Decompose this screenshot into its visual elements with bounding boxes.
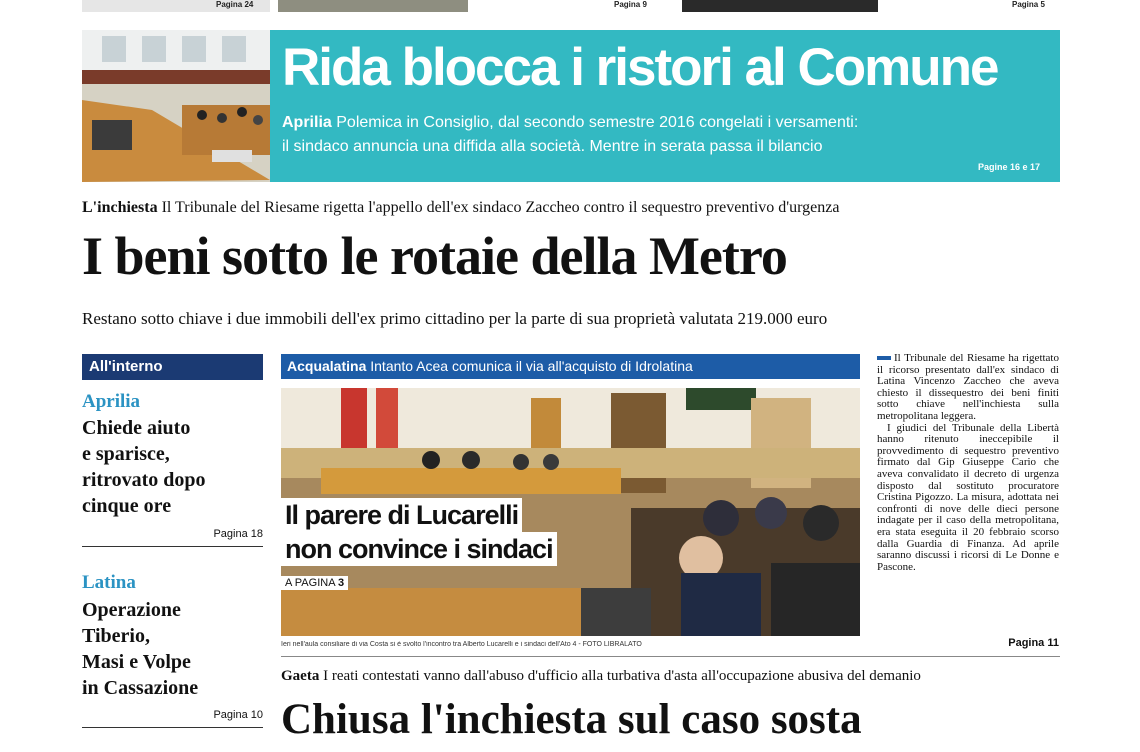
photo-headline-line: Il parere di Lucarelli xyxy=(281,498,522,532)
banner-subtitle xyxy=(282,111,1052,159)
divider xyxy=(82,727,263,728)
brief-line: Masi e Volpe xyxy=(82,651,191,673)
body-page: Pagina 11 xyxy=(1008,637,1059,649)
acqualatina-kicker: Acqualatina xyxy=(287,358,367,374)
bottom-kicker xyxy=(281,668,921,685)
body-paragraph: I giudici del Tribunale della Libertà hanno ritenuto ineccepibile il provvedimento di sequestro preventivo firmato dal Gip Giuseppe Cario che aveva convalidato il decreto di urgenza disposto dal sostituto procuratore Cristina Pigozzo. La misura, adottata nei confronti di nove delle dieci persone indagate per il caso della metropolitana, era stata eseguita il 20 febbraio scorso dalla Guardia di Finanza. Ad aprile saranno discussi i ricorsi di Le Donne e Pascone. xyxy=(877,421,1059,573)
brief-line: Operazione xyxy=(82,599,181,621)
divider xyxy=(281,656,1060,657)
main-kicker-text: Il Tribunale del Riesame rigetta l'appello dell'ex sindaco Zaccheo contro il sequestro preventivo d'urgenza xyxy=(157,199,840,216)
main-kicker xyxy=(82,199,839,217)
brief-location: Aprilia xyxy=(82,391,141,412)
brief-headline xyxy=(82,597,262,701)
brief-page: Pagina 10 xyxy=(213,709,263,721)
teaser-page: Pagina 9 xyxy=(614,0,647,9)
brief-location: Latina xyxy=(82,572,136,593)
brief-line: cinque ore xyxy=(82,495,172,517)
see-page-text: A PAGINA xyxy=(285,577,338,589)
previous-teasers-strip xyxy=(0,0,1140,16)
body-paragraph xyxy=(877,353,1059,423)
main-headline: I beni sotto le rotaie della Metro xyxy=(82,226,787,286)
body-paragraph-text: Il Tribunale del Riesame ha rigettato il ricorso presentato dall'ex sindaco di Latina Vincenzo Zaccheo che aveva chiesto il dissequestro dei beni finiti sotto chiave nell'inchiesta sulla metropolitana leggera. xyxy=(877,352,1059,422)
brief-line: e sparisce, xyxy=(82,443,170,465)
teaser-photo xyxy=(278,0,468,12)
brief-line: Tiberio, xyxy=(82,625,150,647)
bottom-headline: Chiusa l'inchiesta sul caso sosta xyxy=(281,696,862,743)
photo-headline xyxy=(281,498,557,566)
brief-line: ritrovato dopo xyxy=(82,469,206,491)
banner-title: Rida blocca i ristori al Comune xyxy=(282,38,998,97)
council-photo xyxy=(82,30,270,182)
banner-pages: Pagine 16 e 17 xyxy=(977,162,1040,172)
see-page-label xyxy=(281,576,348,590)
acqualatina-bar xyxy=(281,354,860,379)
photo-headline-line: non convince i sindaci xyxy=(281,532,557,566)
brief-line: Chiede aiuto xyxy=(82,417,191,439)
top-banner xyxy=(270,30,1060,182)
main-deck: Restano sotto chiave i due immobili dell'ex primo cittadino per la parte di sua proprietà valutata 219.000 euro xyxy=(82,309,828,328)
bottom-kicker-text: I reati contestati vanno dall'abuso d'ufficio alla turbativa d'asta all'occupazione abusiva del demanio xyxy=(319,668,921,684)
see-page-number: 3 xyxy=(338,577,345,589)
photo-caption: Ieri nell'aula consiliare di via Costa si è svolto l'incontro tra Alberto Lucarelli e i sindaci dell'Ato 4 - FOTO LIBRALATO xyxy=(281,641,642,648)
section-mark-icon xyxy=(877,356,891,360)
banner-kicker: Aprilia xyxy=(282,114,332,131)
teaser-page: Pagina 5 xyxy=(1012,0,1045,9)
acqualatina-text: Intanto Acea comunica il via all'acquisto di Idrolatina xyxy=(366,358,693,374)
brief-page: Pagina 18 xyxy=(213,528,263,540)
inside-header: All'interno xyxy=(82,354,263,380)
banner-subtitle-line2: il sindaco annuncia una diffida alla società. Mentre in serata passa il bilancio xyxy=(282,138,823,155)
brief-line: in Cassazione xyxy=(82,677,199,699)
teaser-photo xyxy=(682,0,878,12)
bottom-kicker-label: Gaeta xyxy=(281,668,320,684)
body-column xyxy=(877,353,1059,573)
teaser-page: Pagina 24 xyxy=(216,0,254,9)
divider xyxy=(82,546,263,547)
brief-headline xyxy=(82,415,262,519)
banner-subtitle-line1: Polemica in Consiglio, dal secondo semestre 2016 congelati i versamenti: xyxy=(331,114,859,131)
council-room-illustration xyxy=(82,30,270,182)
main-kicker-label: L'inchiesta xyxy=(82,199,158,216)
